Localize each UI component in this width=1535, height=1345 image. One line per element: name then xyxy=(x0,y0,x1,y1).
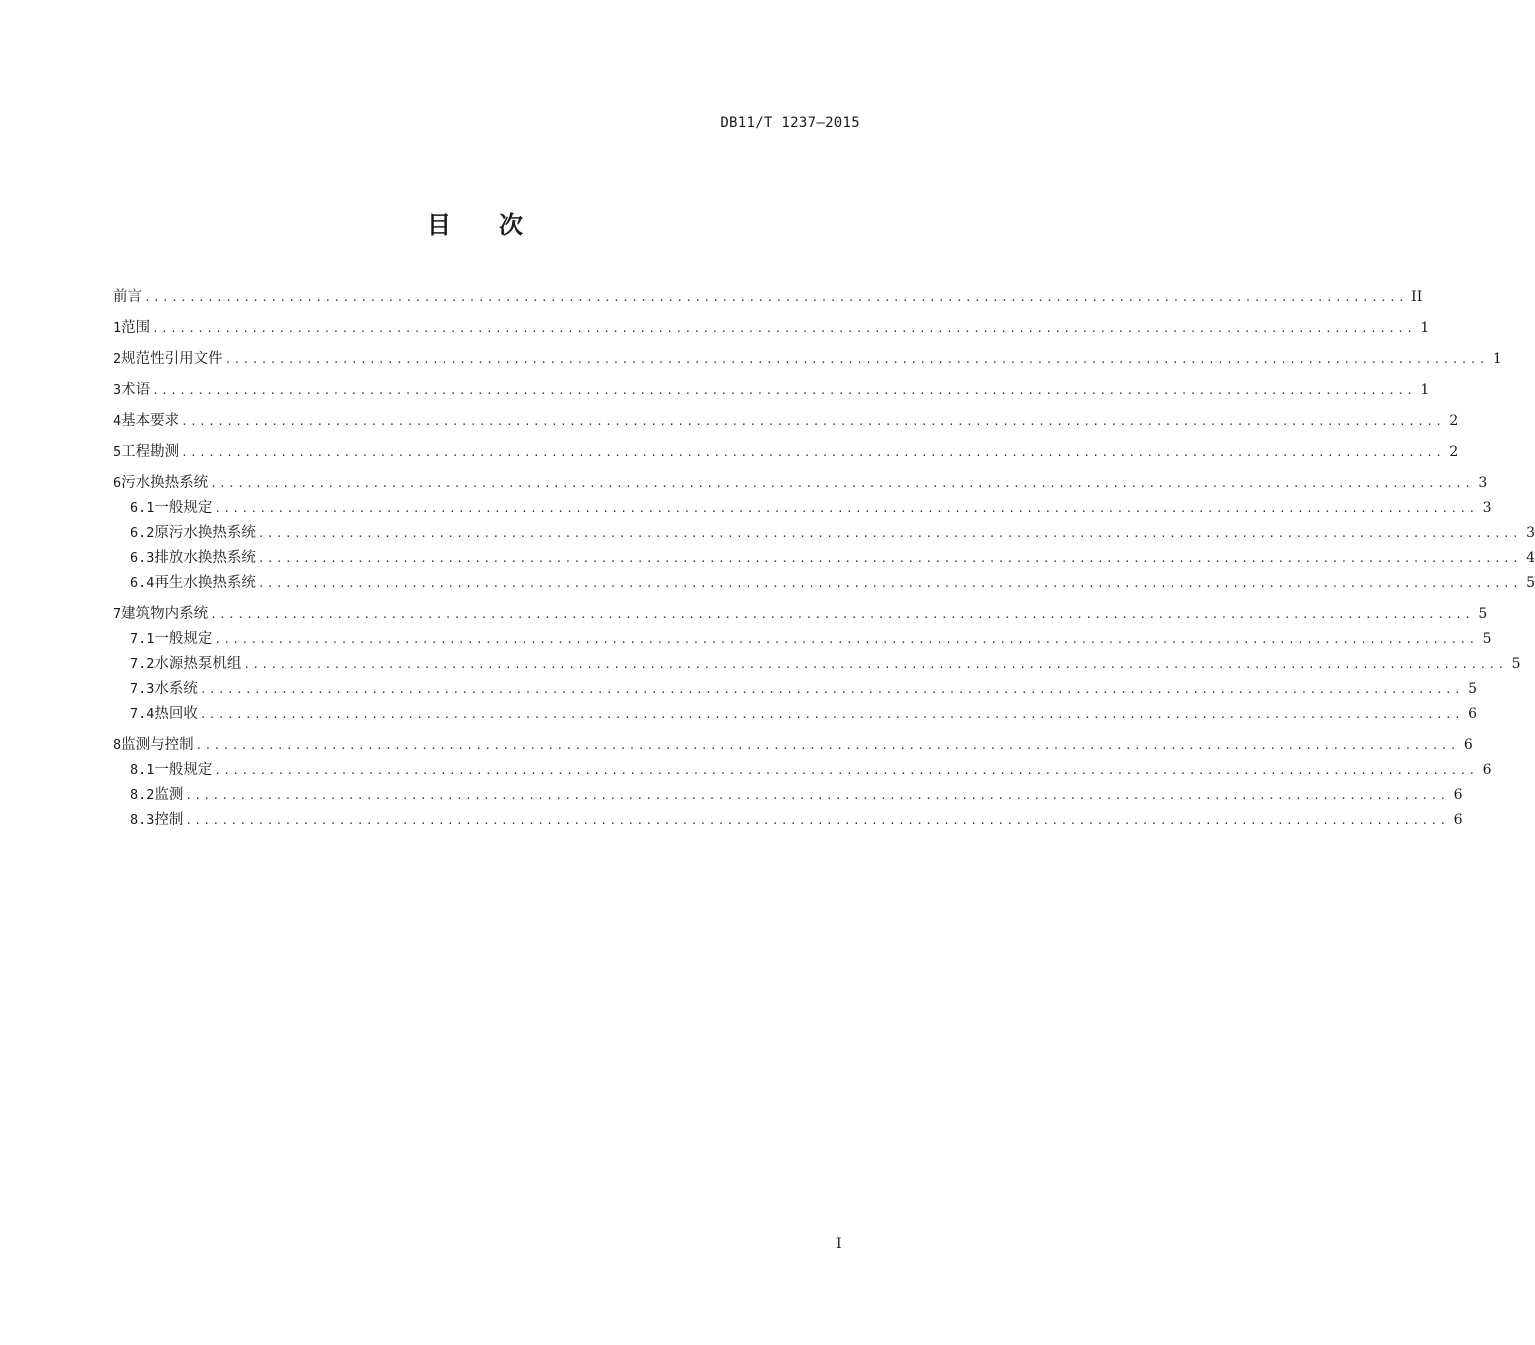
toc-entry-label: 术语 xyxy=(121,382,151,398)
toc-entry-label: 热回收 xyxy=(154,706,198,722)
toc-entry[interactable] xyxy=(113,471,1488,496)
toc-entry-number: 6.3 xyxy=(130,550,155,566)
toc-entry[interactable] xyxy=(113,316,1430,341)
toc-entry-label: 前言 xyxy=(113,289,142,305)
toc-dot-leader: ............................................................................................................................................ xyxy=(144,291,1408,304)
toc-dot-leader: ............................................................................................................................................ xyxy=(185,814,1449,827)
toc-entry-page: 4 xyxy=(1526,550,1535,566)
toc-entry-page: 6 xyxy=(1453,812,1463,828)
toc-entry-label: 工程勘测 xyxy=(121,444,180,460)
toc-dot-leader: ............................................................................................................................................ xyxy=(214,764,1478,777)
toc-entry-page: II xyxy=(1411,289,1423,305)
toc-dot-leader: ............................................................................................................................................ xyxy=(199,708,1464,721)
toc-entry-page: 5 xyxy=(1482,631,1492,647)
toc-entry[interactable] xyxy=(113,702,1478,727)
toc-dot-leader: ............................................................................................................................................ xyxy=(257,527,1522,540)
toc-entry-page: 1 xyxy=(1420,382,1430,398)
toc-entry-number: 4 xyxy=(113,413,122,429)
toc-entry-page: 5 xyxy=(1468,681,1478,697)
toc-entry[interactable] xyxy=(113,285,1423,310)
toc-entry[interactable] xyxy=(113,733,1473,758)
toc-dot-leader: ............................................................................................................................................ xyxy=(214,502,1478,515)
toc-entry-label: 水源热泵机组 xyxy=(154,656,242,672)
toc-entry-label: 一般规定 xyxy=(154,762,213,778)
toc-entry-number: 7.4 xyxy=(130,706,155,722)
toc-entry-label: 监测 xyxy=(154,787,184,803)
toc-entry[interactable] xyxy=(113,378,1430,403)
toc-entry-number: 7.2 xyxy=(130,656,155,672)
toc-entry-number: 7.3 xyxy=(130,681,155,697)
toc-dot-leader: ............................................................................................................................................ xyxy=(210,477,1474,490)
toc-entry-page: 3 xyxy=(1478,475,1488,491)
title-char-1: 目 xyxy=(427,211,451,239)
toc-entry-label: 污水换热系统 xyxy=(121,475,209,491)
toc-entry-label: 基本要求 xyxy=(121,413,180,429)
table-of-contents xyxy=(113,285,1535,833)
toc-dot-leader: ............................................................................................................................................ xyxy=(195,739,1459,752)
toc-entry-label: 监测与控制 xyxy=(121,737,194,753)
toc-entry-number: 6 xyxy=(113,475,122,491)
toc-entry-page: 5 xyxy=(1511,656,1521,672)
toc-entry-label: 再生水换热系统 xyxy=(154,575,256,591)
toc-entry-label: 一般规定 xyxy=(154,631,213,647)
toc-entry-page: 6 xyxy=(1482,762,1492,778)
toc-dot-leader: ............................................................................................................................................ xyxy=(257,552,1522,565)
toc-entry-number: 8.2 xyxy=(130,787,155,803)
toc-dot-leader: ............................................................................................................................................ xyxy=(224,353,1488,366)
toc-entry-label: 一般规定 xyxy=(154,500,213,516)
toc-entry-number: 6.4 xyxy=(130,575,155,591)
toc-entry-label: 控制 xyxy=(154,812,184,828)
toc-entry-number: 6.2 xyxy=(130,525,155,541)
toc-entry-number: 1 xyxy=(113,320,122,336)
document-code: DB11/T 1237—2015 xyxy=(720,115,860,131)
toc-entry-label: 规范性引用文件 xyxy=(121,351,223,367)
toc-entry[interactable] xyxy=(113,496,1492,521)
toc-entry-label: 建筑物内系统 xyxy=(121,606,209,622)
page-title xyxy=(0,205,950,240)
toc-entry-number: 8.3 xyxy=(130,812,155,828)
toc-dot-leader: ............................................................................................................................................ xyxy=(185,789,1449,802)
toc-entry[interactable] xyxy=(113,440,1459,465)
toc-entry-number: 7 xyxy=(113,606,122,622)
page-number: I xyxy=(836,1236,842,1252)
toc-entry-page: 2 xyxy=(1449,413,1459,429)
toc-entry-number: 6.1 xyxy=(130,500,155,516)
toc-entry-label: 水系统 xyxy=(154,681,198,697)
toc-entry[interactable] xyxy=(113,546,1535,571)
toc-entry[interactable] xyxy=(113,758,1492,783)
toc-dot-leader: ............................................................................................................................................ xyxy=(199,683,1464,696)
toc-dot-leader: ............................................................................................................................................ xyxy=(181,446,1445,459)
toc-entry-label: 范围 xyxy=(121,320,151,336)
toc-entry-page: 3 xyxy=(1526,525,1535,541)
toc-entry-page: 5 xyxy=(1526,575,1535,591)
toc-entry-page: 1 xyxy=(1420,320,1430,336)
toc-entry-page: 6 xyxy=(1463,737,1473,753)
toc-entry-page: 3 xyxy=(1482,500,1492,516)
toc-entry-page: 2 xyxy=(1449,444,1459,460)
toc-entry[interactable] xyxy=(113,409,1459,434)
toc-dot-leader: ............................................................................................................................................ xyxy=(181,415,1445,428)
toc-dot-leader: ............................................................................................................................................ xyxy=(152,384,1416,397)
toc-entry[interactable] xyxy=(113,602,1488,627)
toc-entry[interactable] xyxy=(113,521,1535,546)
toc-entry[interactable] xyxy=(113,677,1478,702)
toc-dot-leader: ............................................................................................................................................ xyxy=(257,577,1522,590)
toc-entry-page: 6 xyxy=(1468,706,1478,722)
toc-entry-number: 3 xyxy=(113,382,122,398)
toc-entry-page: 5 xyxy=(1478,606,1488,622)
toc-entry-label: 排放水换热系统 xyxy=(154,550,256,566)
toc-dot-leader: ............................................................................................................................................ xyxy=(214,633,1478,646)
toc-entry-number: 7.1 xyxy=(130,631,155,647)
toc-entry-number: 8.1 xyxy=(130,762,155,778)
toc-entry-page: 1 xyxy=(1492,351,1502,367)
toc-dot-leader: ............................................................................................................................................ xyxy=(243,658,1507,671)
toc-entry-label: 原污水换热系统 xyxy=(154,525,256,541)
toc-dot-leader: ............................................................................................................................................ xyxy=(210,608,1474,621)
toc-entry[interactable] xyxy=(113,652,1521,677)
toc-entry[interactable] xyxy=(113,571,1535,596)
toc-dot-leader: ............................................................................................................................................ xyxy=(152,322,1416,335)
toc-entry[interactable] xyxy=(113,783,1463,808)
toc-entry-number: 5 xyxy=(113,444,122,460)
toc-entry[interactable] xyxy=(113,347,1502,372)
toc-entry[interactable] xyxy=(113,627,1492,652)
toc-entry-page: 6 xyxy=(1453,787,1463,803)
title-char-2: 次 xyxy=(499,211,523,239)
toc-entry-number: 2 xyxy=(113,351,122,367)
toc-entry[interactable] xyxy=(113,808,1463,833)
toc-entry-number: 8 xyxy=(113,737,122,753)
